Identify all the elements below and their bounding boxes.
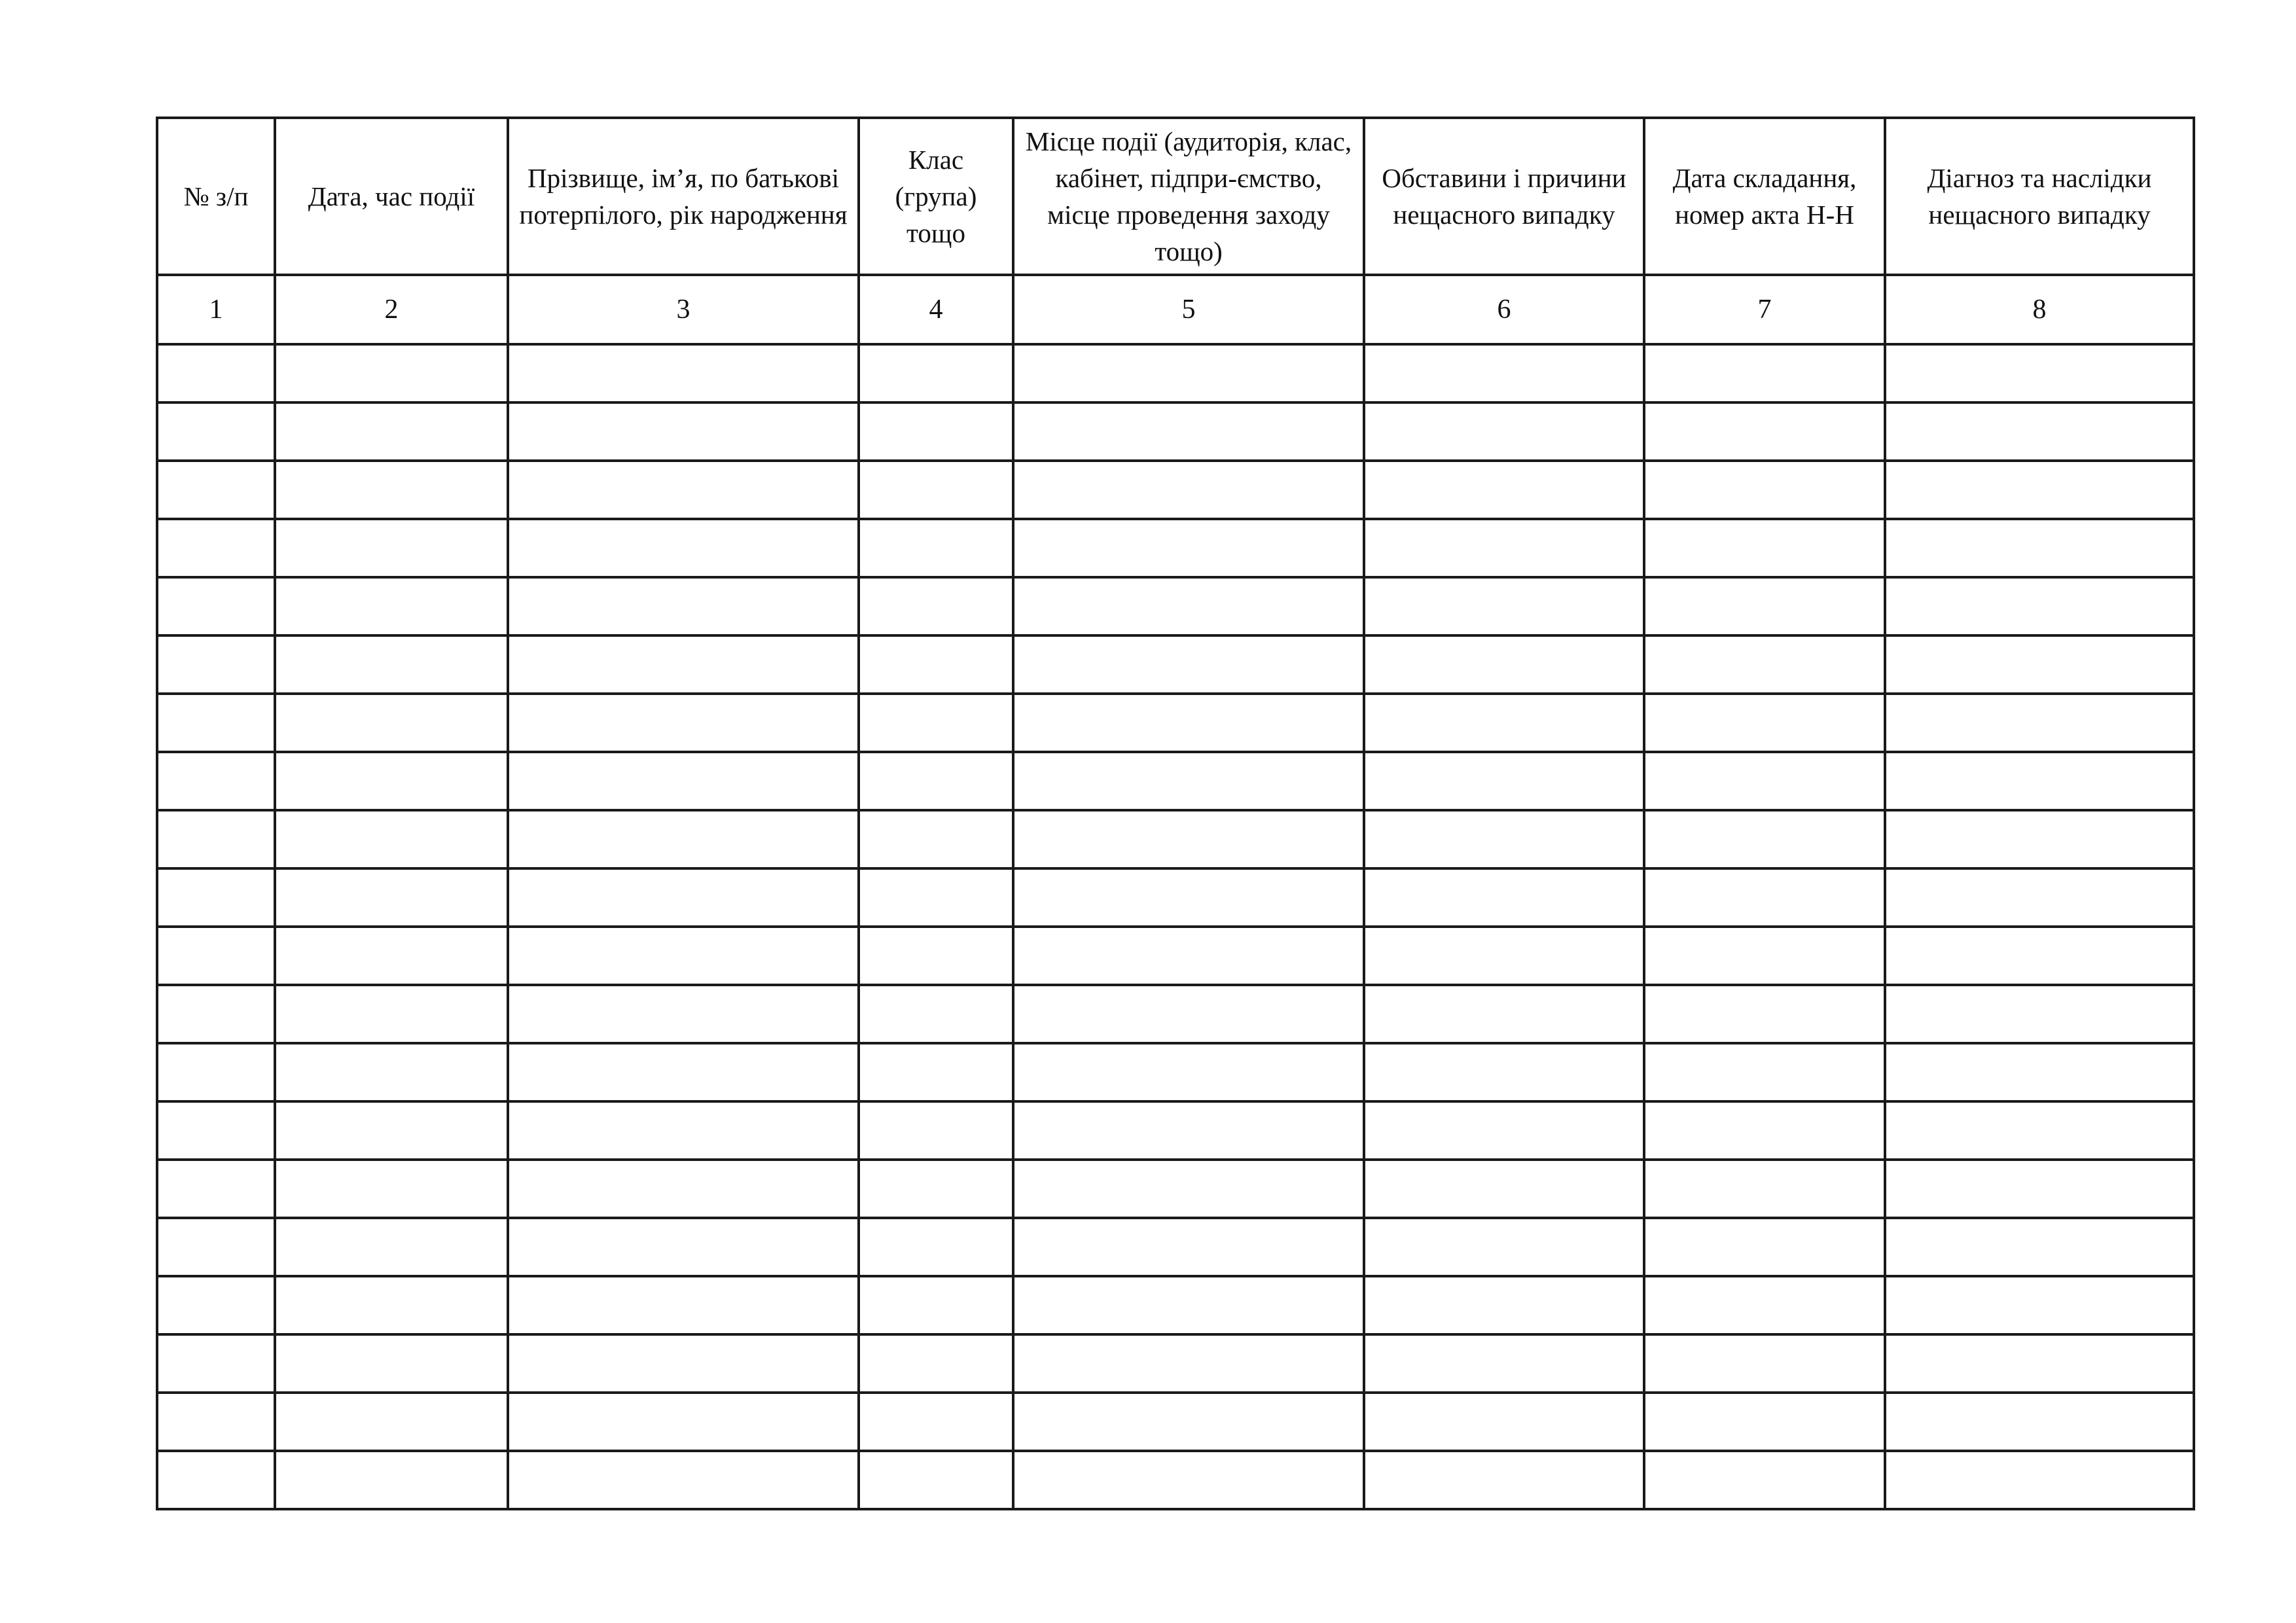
table-cell bbox=[1644, 1043, 1885, 1101]
table-cell bbox=[859, 927, 1013, 985]
table-cell bbox=[1364, 1451, 1644, 1509]
table-cell bbox=[508, 577, 859, 635]
table-cell bbox=[275, 1276, 508, 1334]
table-cell bbox=[1885, 810, 2194, 868]
table-cell bbox=[157, 344, 275, 402]
table-cell bbox=[1013, 985, 1364, 1043]
table-cell bbox=[1364, 927, 1644, 985]
table-cell bbox=[1885, 1276, 2194, 1334]
table-row bbox=[157, 868, 2194, 927]
table-cell bbox=[1644, 810, 1885, 868]
table-cell bbox=[1013, 752, 1364, 810]
header-cell-diagnosis: Діагноз та наслідки нещасного випадку bbox=[1885, 118, 2194, 275]
table-cell bbox=[508, 1334, 859, 1393]
table-cell bbox=[275, 402, 508, 461]
table-cell bbox=[859, 694, 1013, 752]
table-cell bbox=[508, 1276, 859, 1334]
table-cell bbox=[275, 694, 508, 752]
table-cell bbox=[1364, 1276, 1644, 1334]
table-cell bbox=[1364, 1334, 1644, 1393]
table-cell bbox=[1885, 519, 2194, 577]
table-cell bbox=[1364, 1393, 1644, 1451]
table-row bbox=[157, 1276, 2194, 1334]
table-cell bbox=[1013, 1393, 1364, 1451]
table-cell bbox=[1364, 344, 1644, 402]
table-cell bbox=[1644, 868, 1885, 927]
table-cell bbox=[275, 344, 508, 402]
table-cell bbox=[1644, 1160, 1885, 1218]
table-cell bbox=[275, 461, 508, 519]
table-cell bbox=[1013, 1043, 1364, 1101]
table-cell bbox=[1364, 1218, 1644, 1276]
table-cell bbox=[1013, 1218, 1364, 1276]
table-cell bbox=[1644, 1218, 1885, 1276]
table-cell bbox=[508, 519, 859, 577]
table-cell bbox=[157, 1101, 275, 1160]
table-cell bbox=[508, 635, 859, 694]
table-cell bbox=[1013, 1451, 1364, 1509]
table-cell bbox=[1364, 1043, 1644, 1101]
header-cell-act-date-number: Дата складання, номер акта Н-Н bbox=[1644, 118, 1885, 275]
header-row bbox=[157, 118, 2194, 275]
table-cell bbox=[1644, 1101, 1885, 1160]
table-cell bbox=[859, 635, 1013, 694]
table-cell bbox=[157, 519, 275, 577]
column-number-row bbox=[157, 275, 2194, 344]
header-cell-number: № з/п bbox=[157, 118, 275, 275]
table-cell bbox=[1644, 985, 1885, 1043]
column-number-8: 8 bbox=[1885, 275, 2194, 344]
table-cell bbox=[157, 1043, 275, 1101]
table-cell bbox=[1885, 1218, 2194, 1276]
table-cell bbox=[1364, 519, 1644, 577]
table-cell bbox=[275, 1160, 508, 1218]
table-cell bbox=[859, 402, 1013, 461]
table-cell bbox=[157, 810, 275, 868]
table-cell bbox=[275, 635, 508, 694]
table-cell bbox=[275, 868, 508, 927]
column-number-3: 3 bbox=[508, 275, 859, 344]
table-cell bbox=[157, 868, 275, 927]
table-cell bbox=[275, 810, 508, 868]
table-cell bbox=[859, 344, 1013, 402]
table-cell bbox=[157, 1218, 275, 1276]
table-cell bbox=[275, 1451, 508, 1509]
table-cell bbox=[859, 1393, 1013, 1451]
table-cell bbox=[508, 1160, 859, 1218]
table-cell bbox=[1364, 1160, 1644, 1218]
table-cell bbox=[275, 1393, 508, 1451]
table-cell bbox=[157, 461, 275, 519]
table-cell bbox=[508, 868, 859, 927]
table-cell bbox=[508, 1043, 859, 1101]
table-row bbox=[157, 927, 2194, 985]
table-cell bbox=[157, 1160, 275, 1218]
table-cell bbox=[157, 402, 275, 461]
table-cell bbox=[1885, 461, 2194, 519]
table-cell bbox=[1364, 985, 1644, 1043]
table-cell bbox=[1013, 1101, 1364, 1160]
table-cell bbox=[859, 519, 1013, 577]
table-cell bbox=[275, 1101, 508, 1160]
table-cell bbox=[1644, 519, 1885, 577]
table-cell bbox=[1644, 1393, 1885, 1451]
table-cell bbox=[1013, 810, 1364, 868]
table-cell bbox=[157, 1276, 275, 1334]
table-cell bbox=[859, 810, 1013, 868]
table-cell bbox=[1013, 1334, 1364, 1393]
header-cell-date-time: Дата, час події bbox=[275, 118, 508, 275]
table-cell bbox=[859, 1160, 1013, 1218]
table-cell bbox=[1364, 694, 1644, 752]
table-row bbox=[157, 402, 2194, 461]
column-number-7: 7 bbox=[1644, 275, 1885, 344]
table-cell bbox=[275, 1218, 508, 1276]
table-cell bbox=[275, 752, 508, 810]
table-cell bbox=[1364, 1101, 1644, 1160]
table-cell bbox=[1364, 577, 1644, 635]
table-cell bbox=[508, 985, 859, 1043]
table-cell bbox=[859, 752, 1013, 810]
table-cell bbox=[275, 985, 508, 1043]
table-cell bbox=[1885, 1451, 2194, 1509]
table-cell bbox=[1364, 868, 1644, 927]
table-cell bbox=[859, 985, 1013, 1043]
table-cell bbox=[859, 868, 1013, 927]
table-cell bbox=[1013, 461, 1364, 519]
table-row bbox=[157, 985, 2194, 1043]
header-cell-place: Місце події (аудиторія, клас, кабінет, підпри-ємство, місце проведення заходу тощо) bbox=[1013, 118, 1364, 275]
table-cell bbox=[1885, 985, 2194, 1043]
table-row bbox=[157, 519, 2194, 577]
table-cell bbox=[275, 577, 508, 635]
table-cell bbox=[1013, 635, 1364, 694]
table-cell bbox=[1013, 344, 1364, 402]
column-number-5: 5 bbox=[1013, 275, 1364, 344]
column-number-2: 2 bbox=[275, 275, 508, 344]
table-cell bbox=[1885, 577, 2194, 635]
table-cell bbox=[1644, 635, 1885, 694]
table-cell bbox=[1013, 577, 1364, 635]
table-cell bbox=[1885, 1043, 2194, 1101]
table-cell bbox=[859, 577, 1013, 635]
table-cell bbox=[157, 694, 275, 752]
table-cell bbox=[1644, 402, 1885, 461]
table-cell bbox=[859, 1451, 1013, 1509]
table-row bbox=[157, 1393, 2194, 1451]
table-cell bbox=[859, 1334, 1013, 1393]
table-row bbox=[157, 344, 2194, 402]
table-cell bbox=[508, 752, 859, 810]
table-cell bbox=[508, 1393, 859, 1451]
table-cell bbox=[1644, 752, 1885, 810]
column-number-4: 4 bbox=[859, 275, 1013, 344]
table-cell bbox=[1013, 694, 1364, 752]
table-cell bbox=[1885, 1334, 2194, 1393]
table-cell bbox=[508, 1101, 859, 1160]
table-cell bbox=[1644, 927, 1885, 985]
table-cell bbox=[157, 1393, 275, 1451]
table-row bbox=[157, 1101, 2194, 1160]
table-cell bbox=[157, 635, 275, 694]
table-cell bbox=[1013, 1276, 1364, 1334]
table-row bbox=[157, 1160, 2194, 1218]
table-cell bbox=[157, 927, 275, 985]
table-cell bbox=[859, 1043, 1013, 1101]
table-cell bbox=[1885, 1393, 2194, 1451]
table-cell bbox=[1013, 519, 1364, 577]
table-cell bbox=[1364, 752, 1644, 810]
table-cell bbox=[1644, 461, 1885, 519]
table-cell bbox=[1885, 402, 2194, 461]
table-cell bbox=[1885, 344, 2194, 402]
table-cell bbox=[1013, 927, 1364, 985]
table-cell bbox=[1013, 1160, 1364, 1218]
table-cell bbox=[1644, 344, 1885, 402]
register-body bbox=[157, 344, 2194, 1509]
table-row bbox=[157, 1451, 2194, 1509]
column-number-6: 6 bbox=[1364, 275, 1644, 344]
column-number-1: 1 bbox=[157, 275, 275, 344]
table-cell bbox=[1885, 752, 2194, 810]
table-cell bbox=[1885, 868, 2194, 927]
table-cell bbox=[157, 985, 275, 1043]
table-cell bbox=[508, 694, 859, 752]
table-cell bbox=[508, 1218, 859, 1276]
table-cell bbox=[508, 402, 859, 461]
table-row bbox=[157, 635, 2194, 694]
table-cell bbox=[859, 1101, 1013, 1160]
table-cell bbox=[157, 577, 275, 635]
table-cell bbox=[157, 1451, 275, 1509]
table-cell bbox=[859, 1276, 1013, 1334]
table-cell bbox=[1364, 461, 1644, 519]
table-cell bbox=[1885, 927, 2194, 985]
table-cell bbox=[508, 344, 859, 402]
table-cell bbox=[1013, 402, 1364, 461]
table-cell bbox=[157, 1334, 275, 1393]
table-cell bbox=[157, 752, 275, 810]
table-cell bbox=[859, 461, 1013, 519]
table-cell bbox=[1364, 810, 1644, 868]
header-cell-circumstances: Обставини і причини нещасного випадку bbox=[1364, 118, 1644, 275]
table-cell bbox=[1644, 1451, 1885, 1509]
table-cell bbox=[508, 1451, 859, 1509]
table-cell bbox=[1644, 694, 1885, 752]
table-row bbox=[157, 461, 2194, 519]
table-cell bbox=[1364, 635, 1644, 694]
register-page bbox=[156, 116, 2193, 1510]
table-cell bbox=[1644, 1334, 1885, 1393]
table-cell bbox=[1013, 868, 1364, 927]
table-cell bbox=[1885, 1101, 2194, 1160]
table-row bbox=[157, 1043, 2194, 1101]
table-cell bbox=[1364, 402, 1644, 461]
table-cell bbox=[275, 519, 508, 577]
table-cell bbox=[859, 1218, 1013, 1276]
accident-register-table bbox=[156, 116, 2195, 1510]
table-cell bbox=[508, 461, 859, 519]
table-row bbox=[157, 752, 2194, 810]
table-row bbox=[157, 694, 2194, 752]
table-cell bbox=[1885, 1160, 2194, 1218]
table-row bbox=[157, 1218, 2194, 1276]
table-cell bbox=[1885, 694, 2194, 752]
table-row bbox=[157, 1334, 2194, 1393]
table-cell bbox=[508, 927, 859, 985]
table-cell bbox=[1885, 635, 2194, 694]
table-cell bbox=[275, 1334, 508, 1393]
table-row bbox=[157, 810, 2194, 868]
table-cell bbox=[508, 810, 859, 868]
table-row bbox=[157, 577, 2194, 635]
header-cell-victim-name: Прізвище, ім’я, по батькові потерпілого, рік народження bbox=[508, 118, 859, 275]
table-cell bbox=[275, 1043, 508, 1101]
header-cell-class-group: Клас (група) тощо bbox=[859, 118, 1013, 275]
table-cell bbox=[1644, 577, 1885, 635]
table-cell bbox=[1644, 1276, 1885, 1334]
table-cell bbox=[275, 927, 508, 985]
